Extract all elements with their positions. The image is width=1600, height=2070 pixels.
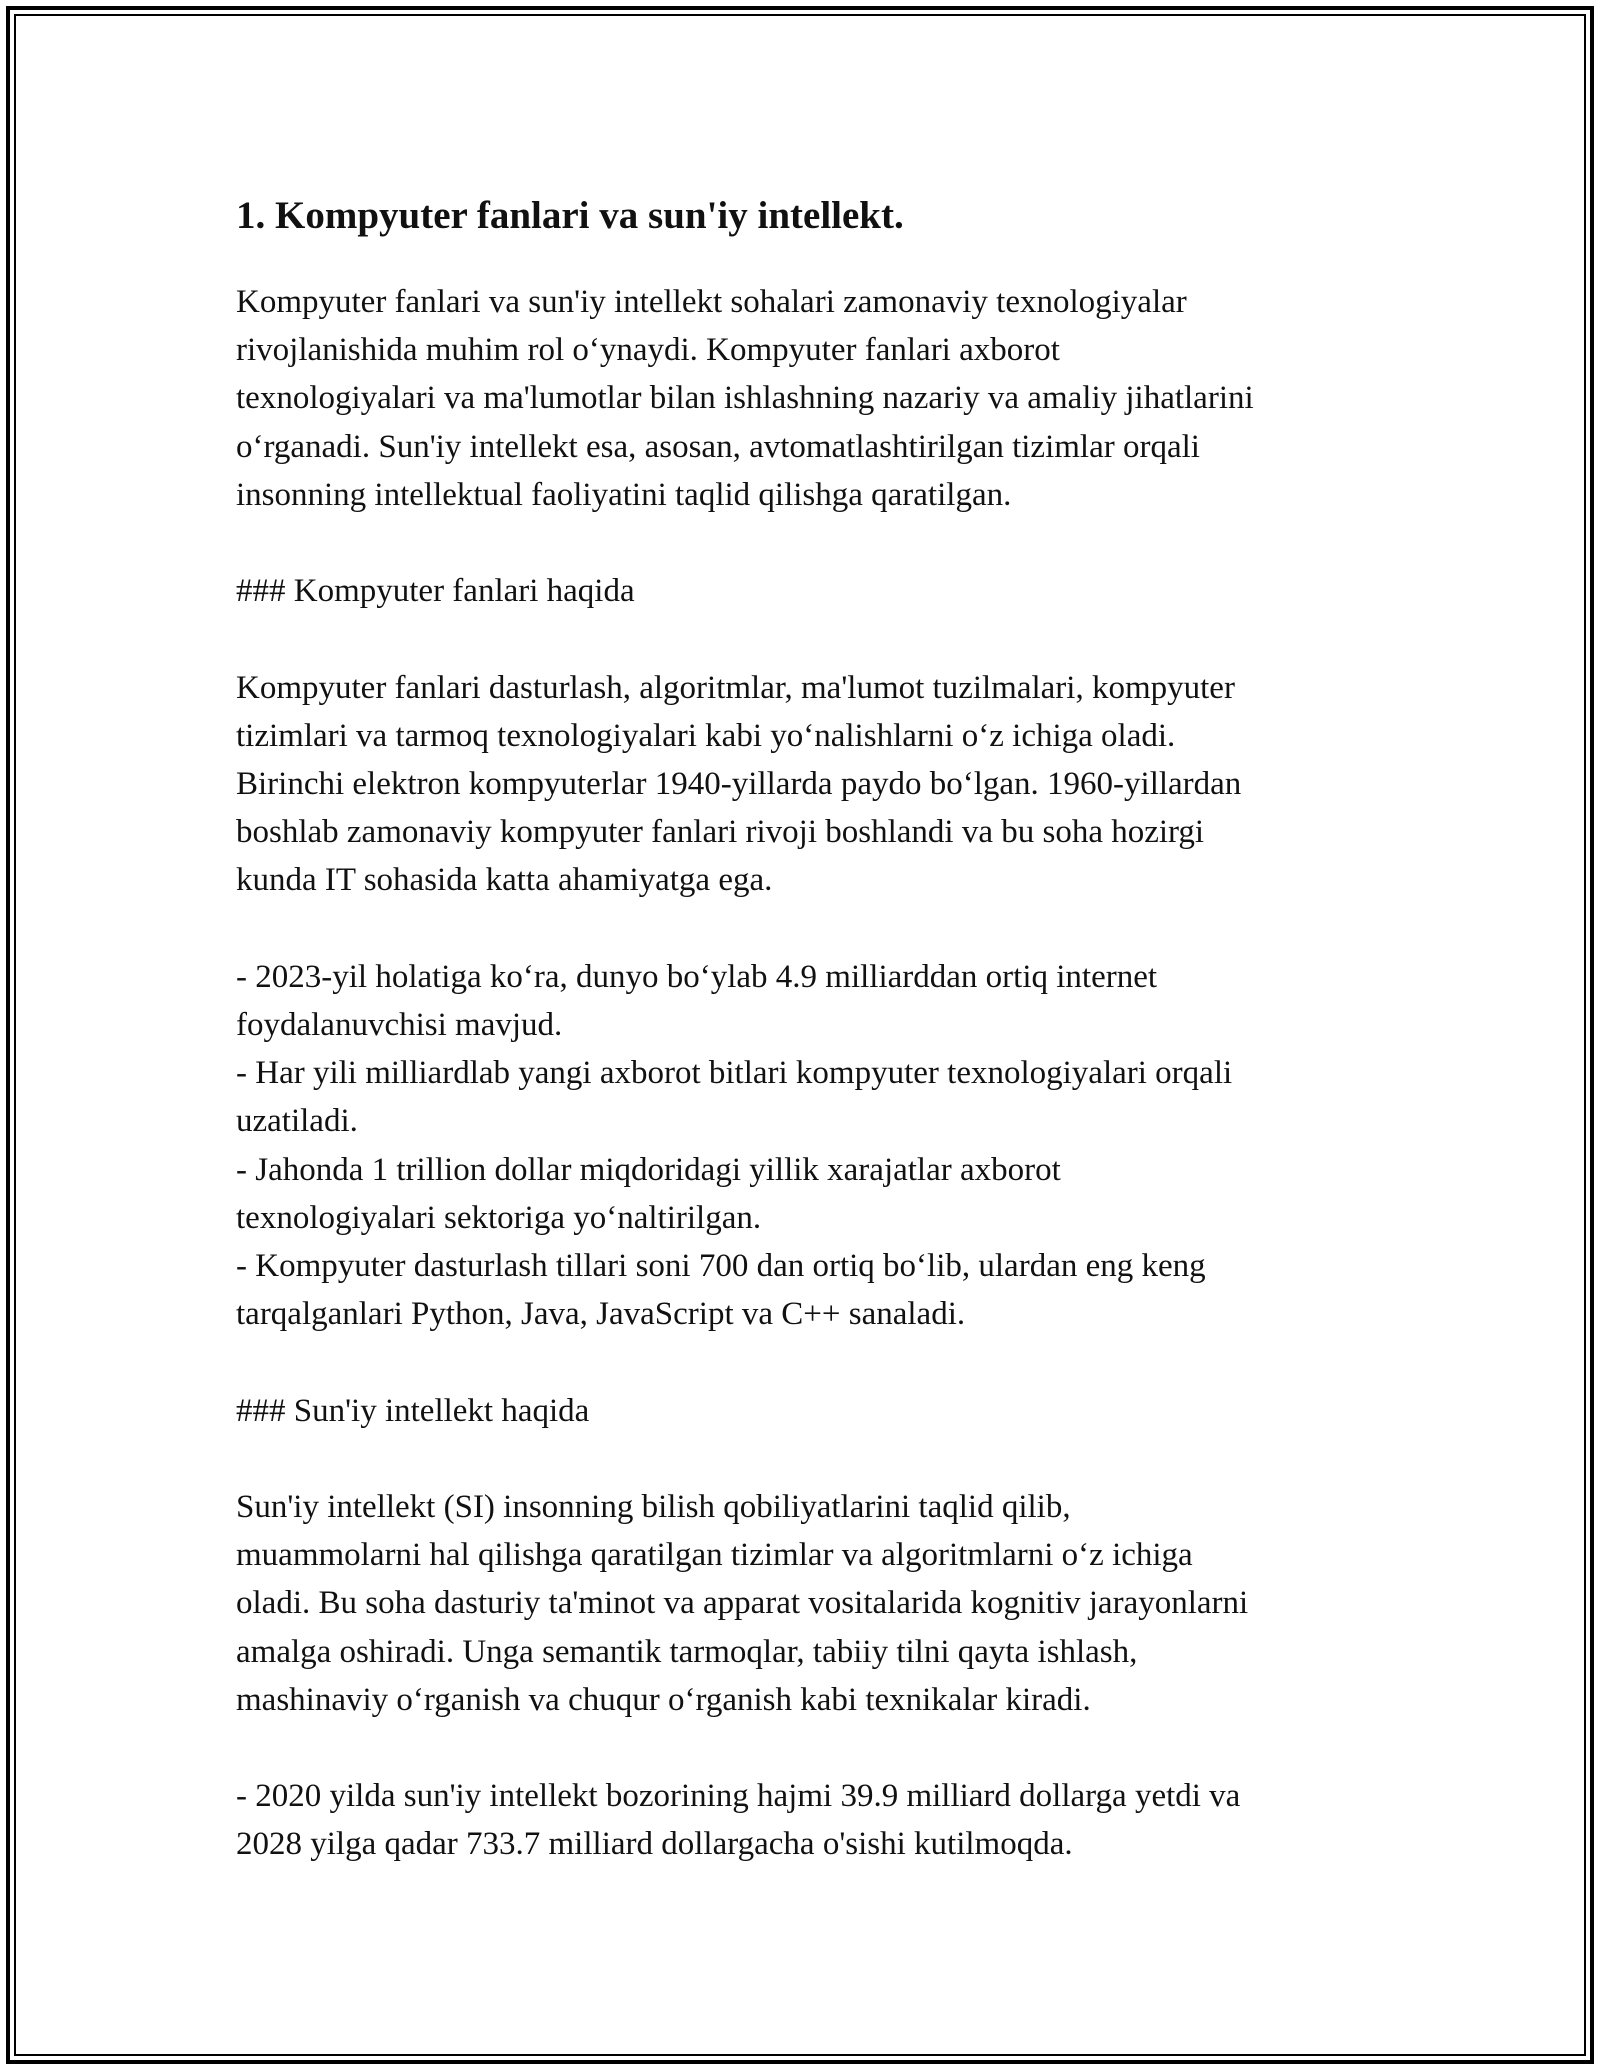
ai-paragraph: Sun'iy intellekt (SI) insonning bilish qobiliyatlarini taqlid qilib, muammolarni hal qilishga qaratilgan tizimlar va algoritmlarni o‘z ichiga oladi. Bu soha dasturiy ta'minot va apparat vositalarida kognitiv jarayonlarni amalga oshiradi. Unga semantik tarmoqlar, tabiiy tilni qayta ishlash, mashinaviy o‘rganish va chuqur o‘rganish kabi texnikalar kiradi. [236,1489,1249,1718]
document-title: 1. Kompyuter fanlari va sun'iy intellekt. [236,194,904,237]
document-body [236,184,1376,1869]
computer-science-facts-list: - 2023-yil holatiga ko‘ra, dunyo bo‘ylab 4.9 milliarddan ortiq internet foydalanuvchisi mavjud. - Har yili milliardlab yangi axborot bitlari kompyuter texnologiyalari orqali uzatiladi. - Jahonda 1 trillion dollar miqdoridagi yillik xarajatlar axborot texnologiyalari sektoriga yo‘naltirilgan. - Kompyuter dasturlash tillari soni 700 dan ortiq bo‘lib, ulardan eng keng tarqalganlari Python, Java, JavaScript va C++ sanaladi. [236,958,1233,1333]
section-heading-computer-science: ### Kompyuter fanlari haqida [236,573,635,610]
computer-science-paragraph: Kompyuter fanlari dasturlash, algoritmlar, ma'lumot tuzilmalari, kompyuter tizimlari va tarmoq texnologiyalari kabi yo‘nalishlarni o‘z ichiga oladi. Birinchi elektron kompyuterlar 1940-yillarda paydo bo‘lgan. 1960-yillardan boshlab zamonaviy kompyuter fanlari rivoji boshlandi va bu soha hozirgi kunda IT sohasida katta ahamiyatga ega. [236,669,1242,899]
section-heading-ai: ### Sun'iy intellekt haqida [236,1392,590,1429]
ai-facts-list: - 2020 yilda sun'iy intellekt bozorining hajmi 39.9 milliard dollarga yetdi va 2028 yilga qadar 733.7 milliard dollargacha o'sishi kutilmoqda. [236,1778,1241,1863]
intro-paragraph: Kompyuter fanlari va sun'iy intellekt sohalari zamonaviy texnologiyalar rivojlanishida muhim rol o‘ynaydi. Kompyuter fanlari axborot texnologiyalari va ma'lumotlar bilan ishlashning nazariy va amaliy jihatlarini o‘rganadi. Sun'iy intellekt esa, asosan, avtomatlashtirilgan tizimlar orqali insonning intellektual faoliyatini taqlid qilishga qaratilgan. [236,284,1254,513]
